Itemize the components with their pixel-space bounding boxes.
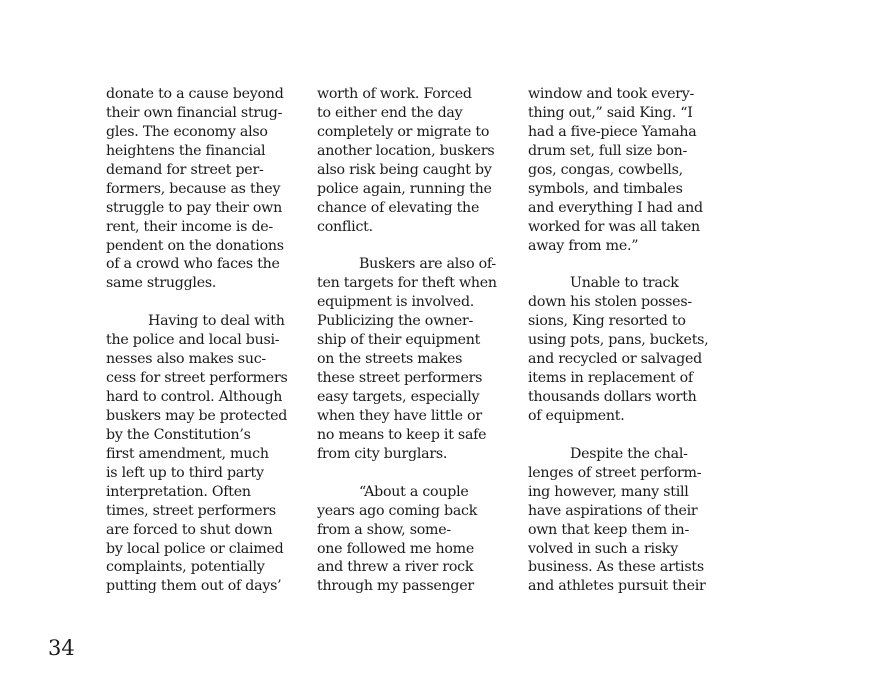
text-line: is left up to third party [106,464,264,481]
text-line: volved in such a risky [528,540,678,557]
page-number: 34 [48,636,75,660]
text-line: years ago coming back [317,502,478,519]
text-line: have aspirations of their [528,502,698,519]
text-line: lenges of street perform- [528,464,702,481]
text-line: chance of elevating the [317,199,480,216]
text-line: worth of work. Forced [317,86,472,102]
text-line: items in replacement of [528,370,693,387]
text-line: equipment is involved. [317,294,475,311]
text-line: rent, their income is de- [106,218,273,235]
text-line: thing out,” said King. “I [528,104,693,121]
text-line: away from me.” [528,237,639,254]
text-line: conflict. [317,218,373,235]
text-line: thousands dollars worth [528,389,697,405]
text-line: window and took every- [528,86,695,102]
paragraph-gap [106,293,306,312]
text-column-1 [106,85,306,596]
text-line: another location, buskers [317,142,495,159]
text-line: cess for street performers [106,370,288,387]
text-column-2 [317,85,517,596]
text-line: and recycled or salvaged [528,351,702,368]
text-line: same struggles. [106,275,217,292]
text-line: no means to keep it safe [317,426,487,443]
text-line: drum set, full size bon- [528,142,688,159]
text-line: had a five-piece Yamaha [528,123,697,140]
text-line: demand for street per- [106,161,264,178]
text-line: nesses also makes suc- [106,351,266,368]
paragraph-gap [317,464,517,483]
text-line: sions, King resorted to [528,313,686,330]
text-line: worked for was all taken [528,218,700,235]
text-line: through my passenger [317,578,474,595]
text-line: first amendment, much [106,445,269,462]
text-line: from a show, some- [317,521,451,538]
text-line: complaints, potentially [106,559,265,576]
paragraph-gap [528,255,728,274]
text-line: by the Constitution’s [106,426,251,443]
text-line: easy targets, especially [317,389,480,405]
text-line: gos, congas, cowbells, [528,161,683,178]
paragraph-gap [528,426,728,445]
text-line: interpretation. Often [106,483,251,500]
text-line: their own financial strug- [106,104,283,121]
text-line: hard to control. Although [106,389,283,405]
text-line: using pots, pans, buckets, [528,332,709,349]
text-line: symbols, and timbales [528,180,683,197]
text-line: business. As these artists [528,559,704,576]
text-line: formers, because as they [106,180,281,197]
text-line: ing however, many still [528,483,689,500]
text-line: also risk being caught by [317,161,492,178]
text-line: gles. The economy also [106,123,268,140]
text-line: are forced to shut down [106,521,273,538]
text-line: by local police or claimed [106,540,284,557]
text-line: Unable to track [570,275,679,292]
text-line: Despite the chal- [570,445,688,462]
text-line: Buskers are also of- [359,256,496,273]
text-line: to either end the day [317,104,463,121]
text-line: putting them out of days’ [106,578,282,595]
text-line: from city burglars. [317,445,448,462]
text-line: times, street performers [106,502,276,519]
text-line: “About a couple [359,483,469,500]
text-line: one followed me home [317,540,475,557]
text-line: donate to a cause beyond [106,86,284,102]
text-line: of equipment. [528,407,625,424]
text-line: and threw a river rock [317,559,474,576]
text-line: these street performers [317,370,483,387]
text-line: Publicizing the owner- [317,313,474,330]
text-line: own that keep them in- [528,521,689,538]
text-line: pendent on the donations [106,237,284,254]
text-line: of a crowd who faces the [106,256,280,273]
text-line: on the streets makes [317,351,463,368]
text-line: buskers may be protected [106,407,288,424]
text-line: Having to deal with [148,313,285,330]
text-line: police again, running the [317,180,492,197]
text-line: completely or migrate to [317,123,490,140]
text-line: when they have little or [317,407,482,424]
text-column-3 [528,85,728,596]
paragraph-gap [317,237,517,256]
text-line: heightens the financial [106,142,266,159]
text-line: and athletes pursuit their [528,578,706,595]
text-line: and everything I had and [528,199,703,216]
text-line: ship of their equipment [317,332,481,349]
text-line: ten targets for theft when [317,275,497,292]
text-line: struggle to pay their own [106,199,282,216]
text-line: the police and local busi- [106,332,280,349]
text-line: down his stolen posses- [528,294,692,311]
